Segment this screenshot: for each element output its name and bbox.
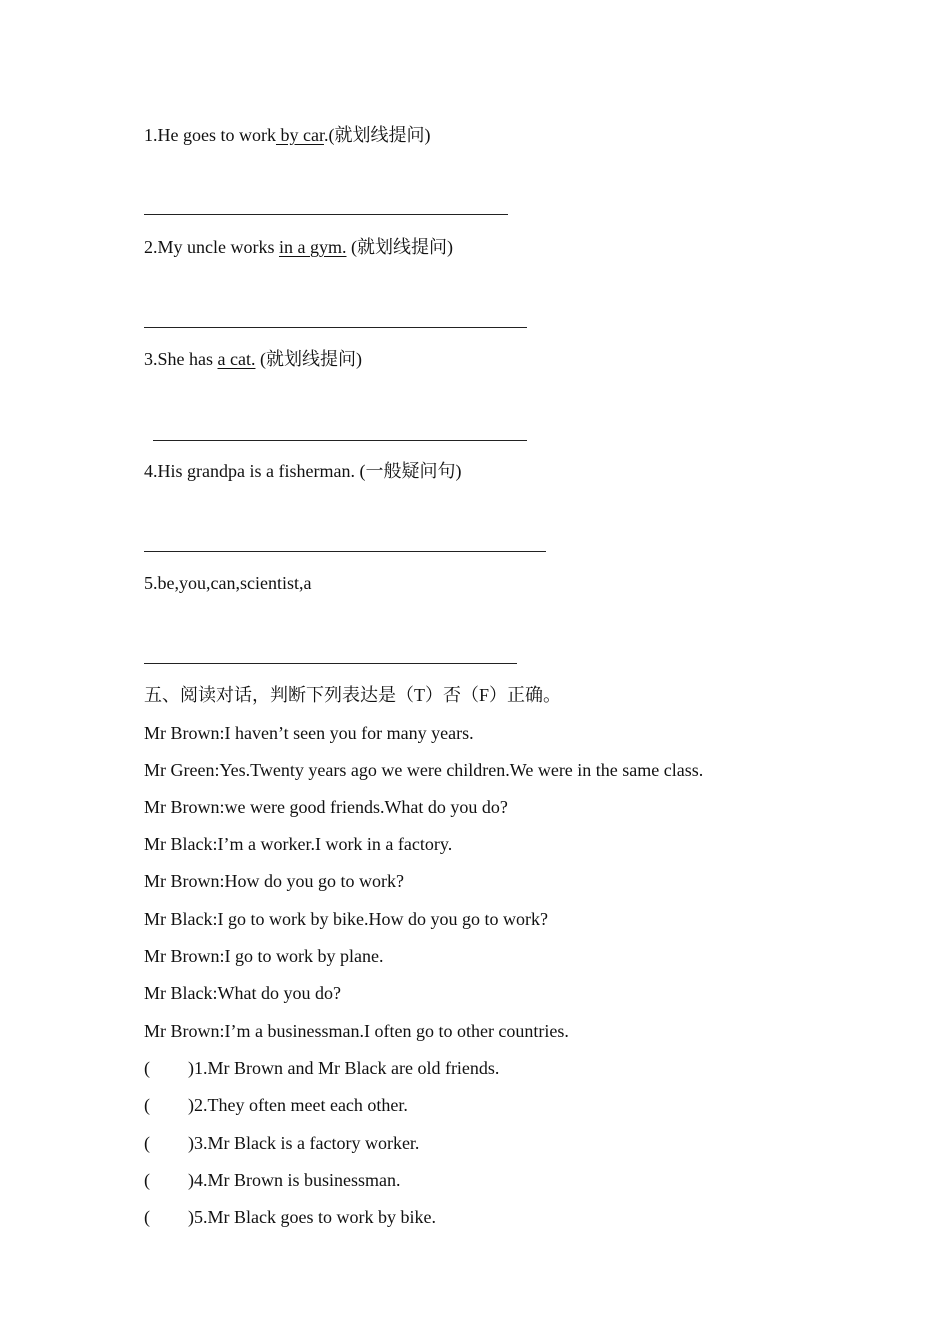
exercise-2-text: 2.My uncle works: [144, 237, 279, 257]
judgement-2-open-paren: (: [144, 1095, 150, 1115]
judgement-5: [144, 1206, 436, 1228]
exercise-2-underlined: in a gym.: [278, 237, 347, 257]
judgement-5-open-paren: (: [144, 1207, 150, 1227]
dialogue-line-2: Mr Green:Yes.Twenty years ago we were children.We were in the same class.: [144, 760, 704, 780]
judgement-1-text: 1.Mr Brown and Mr Black are old friends.: [194, 1058, 500, 1078]
answer-line-3[interactable]: [153, 440, 527, 441]
judgement-4: [144, 1169, 401, 1191]
exercise-3-underlined: a cat.: [217, 349, 256, 369]
judgement-4-open-paren: (: [144, 1170, 150, 1190]
judgement-2: [144, 1094, 408, 1116]
exercise-2: [144, 236, 453, 258]
judgement-2-close-paren: ): [188, 1095, 194, 1115]
dialogue-line-9: Mr Brown:I’m a businessman.I often go to other countries.: [144, 1021, 569, 1041]
dialogue-line-6: Mr Black:I go to work by bike.How do you go to work?: [144, 909, 548, 929]
answer-line-5[interactable]: [144, 663, 517, 664]
exercise-4-text: 4.His grandpa is a fisherman. (一般疑问句): [144, 461, 462, 481]
dialogue-line-1: Mr Brown:I haven’t seen you for many years.: [144, 723, 474, 743]
judgement-2-text: 2.They often meet each other.: [194, 1095, 408, 1115]
dialogue-line-4: Mr Black:I’m a worker.I work in a factory.: [144, 834, 453, 854]
judgement-1-close-paren: ): [188, 1058, 194, 1078]
judgement-3-close-paren: ): [188, 1133, 194, 1153]
dialogue-line-5: Mr Brown:How do you go to work?: [144, 871, 404, 891]
exercise-2-instruction: (就划线提问): [346, 237, 453, 257]
judgement-4-text: 4.Mr Brown is businessman.: [194, 1170, 401, 1190]
answer-line-1[interactable]: [144, 214, 508, 215]
dialogue-line-8: Mr Black:What do you do?: [144, 983, 341, 1003]
exercise-1-instruction: .(就划线提问): [323, 125, 431, 145]
judgement-5-close-paren: ): [188, 1207, 194, 1227]
judgement-3-open-paren: (: [144, 1133, 150, 1153]
exercise-1: [144, 124, 430, 146]
exercise-3-instruction: (就划线提问): [255, 349, 362, 369]
judgement-4-close-paren: ): [188, 1170, 194, 1190]
dialogue-line-7: Mr Brown:I go to work by plane.: [144, 946, 384, 966]
exercise-1-text: 1.He goes to work: [144, 125, 276, 145]
dialogue-line-3: Mr Brown:we were good friends.What do you do?: [144, 797, 508, 817]
judgement-1-open-paren: (: [144, 1058, 150, 1078]
exercise-1-underlined: by car: [275, 125, 324, 145]
section-5-heading: 五、阅读对话，判断下列表达是（T）否（F）正确。: [144, 685, 562, 705]
exercise-3: [144, 348, 362, 370]
exercise-3-text: 3.She has: [144, 349, 218, 369]
answer-line-4[interactable]: [144, 551, 546, 552]
answer-line-2[interactable]: [144, 327, 527, 328]
exercise-5: [144, 572, 311, 594]
judgement-5-text: 5.Mr Black goes to work by bike.: [194, 1207, 436, 1227]
judgement-1: [144, 1057, 499, 1079]
exercise-5-text: 5.be,you,can,scientist,a: [144, 573, 312, 593]
judgement-3: [144, 1132, 419, 1154]
exercise-4: [144, 460, 461, 482]
judgement-3-text: 3.Mr Black is a factory worker.: [194, 1133, 420, 1153]
